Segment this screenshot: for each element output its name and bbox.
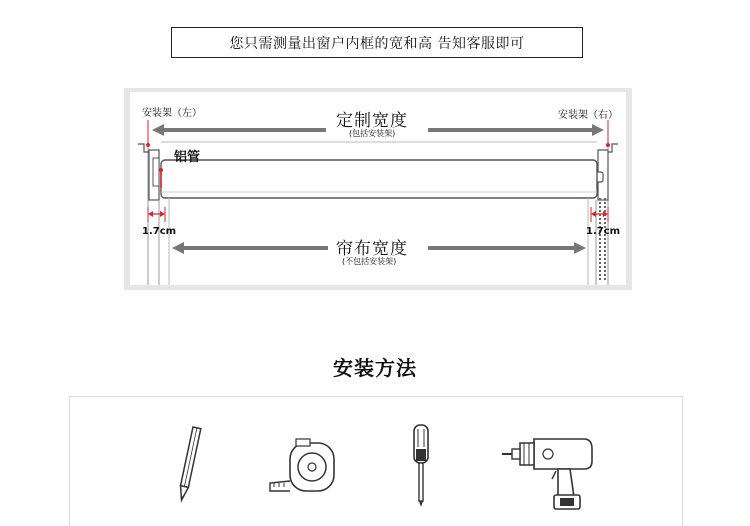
screwdriver-icon <box>402 423 442 509</box>
tube-label: 铝管 <box>174 150 201 165</box>
install-method-title: 安装方法 <box>333 356 417 380</box>
blind-measurement-diagram <box>124 88 632 290</box>
pencil-icon <box>172 425 206 505</box>
gap-left-label: 1.7cm <box>142 226 177 237</box>
fabric-width-note: (不包括安装架) <box>342 257 397 266</box>
gap-right-label: 1.7cm <box>586 226 621 237</box>
bracket-left-label: 安装架（左） <box>142 108 202 119</box>
gap-indicator-left <box>148 207 165 222</box>
measurement-notice <box>171 27 583 58</box>
fabric-width-label: 帘布宽度 <box>336 239 408 259</box>
diagram-canvas <box>130 92 626 285</box>
chain-drawing <box>600 198 605 282</box>
custom-width-note: (包括安装架) <box>349 129 396 138</box>
drill-icon <box>500 431 596 513</box>
roller-tube-drawing <box>161 142 597 198</box>
tape-measure-icon <box>266 437 346 503</box>
bracket-right-label: 安装架（右） <box>558 110 618 121</box>
notice-text: 您只需测量出窗户内框的宽和高 告知客服即可 <box>229 35 525 52</box>
tools-panel <box>69 396 683 526</box>
custom-width-label: 定制宽度 <box>336 111 408 131</box>
